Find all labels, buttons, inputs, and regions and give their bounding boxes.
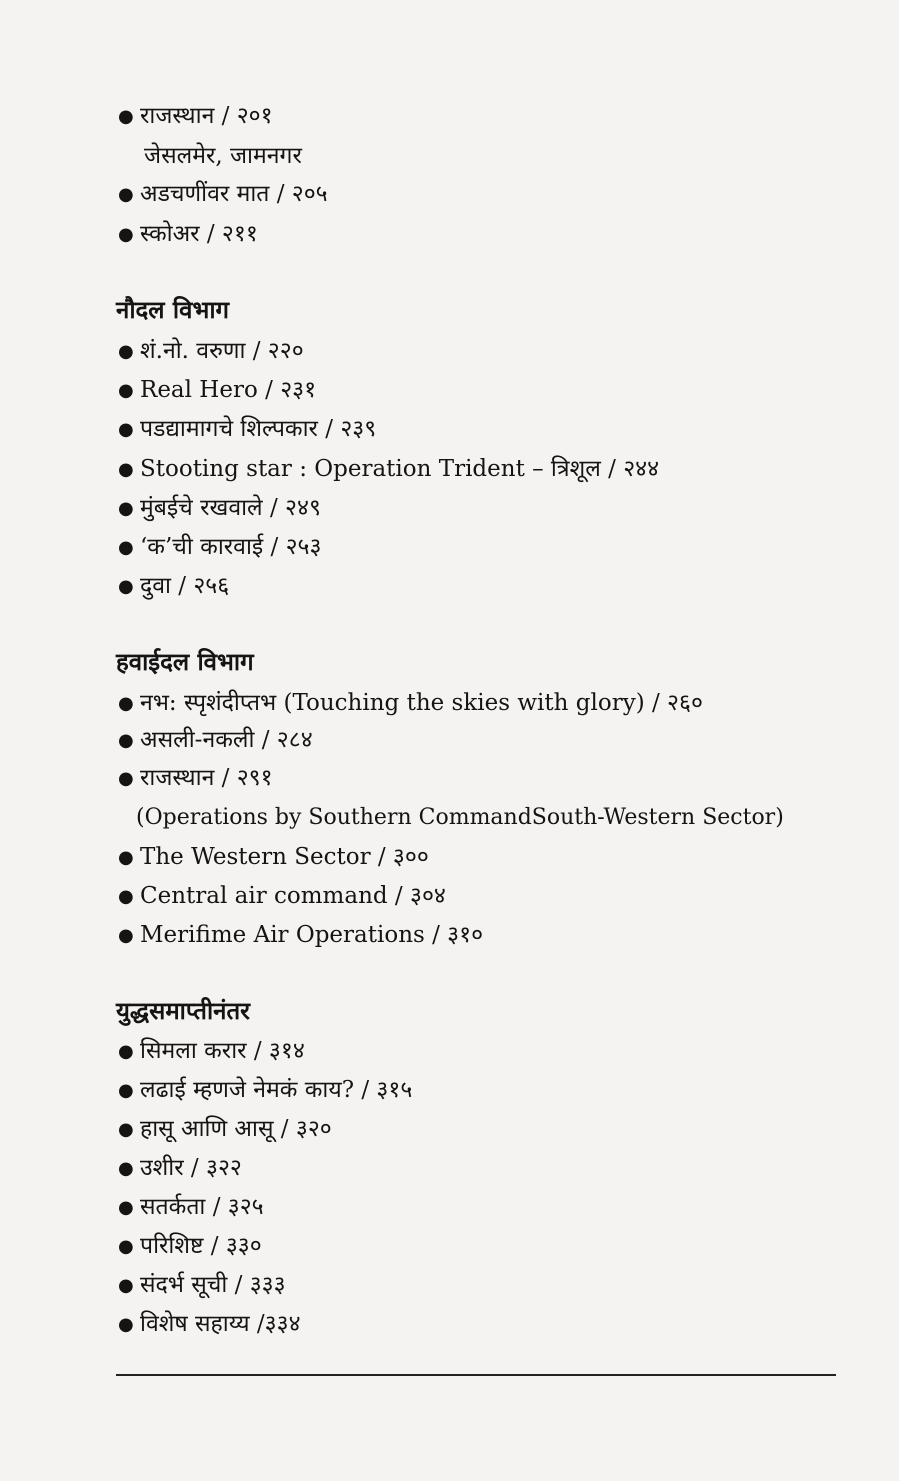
bullet-icon: ● [118, 459, 134, 480]
toc-item [118, 494, 321, 523]
toc-item-label: Central air command / ३०४ [140, 883, 446, 909]
toc-item-label: शं.नो. वरुणा / २२० [140, 338, 304, 364]
toc-subitem: (Operations by Southern CommandSouth-Western Sector) [136, 805, 784, 830]
toc-item-label: राजस्थान / २९१ [140, 765, 273, 791]
bullet-icon: ● [118, 1080, 134, 1101]
toc-item-label: The Western Sector / ३०० [140, 844, 429, 870]
bullet-icon: ● [118, 341, 134, 362]
toc-item-label: मुंबईचे रखवाले / २४९ [140, 495, 321, 521]
toc-item [118, 921, 483, 950]
bullet-icon: ● [118, 1041, 134, 1062]
toc-item-label: उशीर / ३२२ [140, 1155, 242, 1181]
bullet-icon: ● [118, 1158, 134, 1179]
toc-item [118, 764, 273, 793]
bullet-icon: ● [118, 847, 134, 868]
toc-item [118, 220, 258, 249]
toc-item [118, 1076, 412, 1105]
toc-item [118, 1193, 264, 1222]
toc-item [118, 882, 446, 911]
toc-item [118, 572, 229, 601]
toc-item-label: असली-नकली / २८४ [140, 727, 313, 753]
toc-item-label: पडद्यामागचे शिल्पकार / २३९ [140, 416, 377, 442]
toc-item-label: लढाई म्हणजे नेमकं काय? / ३१५ [140, 1077, 413, 1103]
toc-item [118, 1232, 262, 1261]
toc-item-label: राजस्थान / २०१ [140, 103, 273, 129]
toc-item [118, 689, 703, 718]
bullet-icon: ● [118, 380, 134, 401]
toc-item-label: अडचणींवर मात / २०५ [140, 181, 328, 207]
toc-item [118, 337, 304, 366]
toc-item-label: संदर्भ सूची / ३३३ [140, 1272, 286, 1298]
toc-item [118, 102, 273, 131]
bullet-icon: ● [118, 925, 134, 946]
bullet-icon: ● [118, 419, 134, 440]
bullet-icon: ● [118, 1275, 134, 1296]
section-heading-navy: नौदल विभाग [116, 295, 230, 324]
bullet-icon: ● [118, 184, 134, 205]
toc-item-label: विशेष सहाय्य /३३४ [140, 1311, 301, 1337]
bullet-icon: ● [118, 768, 134, 789]
toc-item-label: सतर्कता / ३२५ [140, 1194, 264, 1220]
toc-item [118, 843, 429, 872]
toc-item [118, 376, 316, 405]
toc-item [118, 1310, 301, 1339]
bullet-icon: ● [118, 106, 134, 127]
toc-item-label: परिशिष्ट / ३३० [140, 1233, 262, 1259]
toc-subitem: जेसलमेर, जामनगर [144, 143, 302, 169]
bottom-rule [116, 1374, 836, 1376]
bullet-icon: ● [118, 1236, 134, 1257]
toc-item-label: दुवा / २५६ [140, 573, 230, 599]
toc-item [118, 180, 328, 209]
toc-item [118, 726, 313, 755]
toc-item [118, 533, 321, 562]
bullet-icon: ● [118, 224, 134, 245]
toc-item-label: ‘क’ची कारवाई / २५३ [140, 534, 322, 560]
bullet-icon: ● [118, 693, 134, 714]
toc-item [118, 455, 659, 484]
section-heading-airforce: हवाईदल विभाग [116, 647, 254, 676]
bullet-icon: ● [118, 1314, 134, 1335]
toc-item-label: हासू आणि आसू / ३२० [140, 1116, 332, 1142]
section-heading-post-war: युद्धसमाप्तीनंतर [116, 996, 250, 1025]
toc-item-label: स्कोअर / २११ [140, 221, 258, 247]
toc-item-label: Stooting star : Operation Trident – त्रिशूल / २४४ [140, 456, 660, 482]
toc-item-label: नभ: स्पृशंदीप्तभ (Touching the skies with glory) / २६० [140, 690, 703, 716]
toc-item-label: सिमला करार / ३१४ [140, 1038, 305, 1064]
toc-item [118, 415, 376, 444]
toc-item [118, 1115, 332, 1144]
toc-item-label: Merifime Air Operations / ३१० [140, 922, 484, 948]
bullet-icon: ● [118, 886, 134, 907]
toc-item-label: Real Hero / २३१ [140, 377, 317, 403]
bullet-icon: ● [118, 1197, 134, 1218]
toc-item [118, 1037, 305, 1066]
bullet-icon: ● [118, 537, 134, 558]
toc-item [118, 1271, 286, 1300]
bullet-icon: ● [118, 1119, 134, 1140]
bullet-icon: ● [118, 730, 134, 751]
toc-item [118, 1154, 242, 1183]
bullet-icon: ● [118, 498, 134, 519]
bullet-icon: ● [118, 576, 134, 597]
